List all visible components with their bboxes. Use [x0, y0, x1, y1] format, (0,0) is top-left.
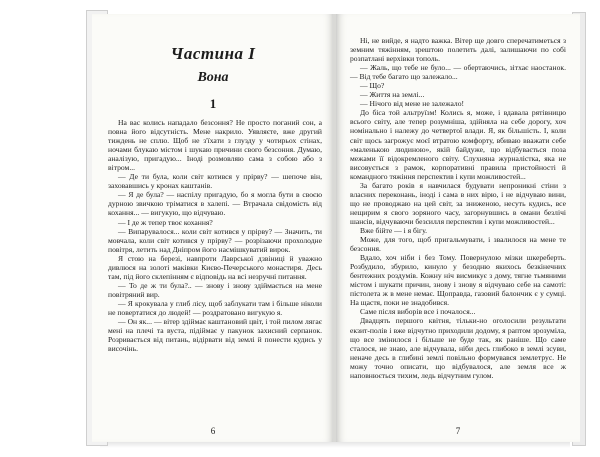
- paragraph: — То де ж ти була?.. — знову і знову здіймається на мене повітряний вир.: [108, 280, 322, 299]
- page-number-left: 6: [210, 426, 216, 436]
- section-title: Вона: [197, 70, 229, 85]
- paragraph: Саме після виборів все і почалося...: [360, 307, 476, 317]
- paragraph: Ні, не вийде, я надто важка. Вітер ще довго сперечатиметься з земним тяжінням, зрештою полетить далі, залишаючи по собі розпатлані верхівки тополь.: [350, 36, 566, 64]
- paragraph: — Де ти була, коли світ котився у прірву? — шепоче він, заховавшись у кронах каштанів.: [108, 172, 322, 191]
- paragraph: — Випарувалося... коли світ котився у прірву? — Значить, ти мовчала, коли світ котився у прірву? — розрізаючи прохолодне повітря, летить над Дніпром його насмішкуватий вирок.: [108, 226, 322, 254]
- paragraph: — Я де була? — наспілу пригадую, бо я могла бути в своєю дурною звичкою тріматися в халепі. — Втрачала свідомість від кохання... — вигукую, що відчуваю.: [108, 190, 322, 218]
- open-book: [92, 14, 578, 442]
- right-page-body: [350, 36, 566, 380]
- paragraph: До біса той альтруїзм! Колись я, може, і вдавала рятівницю всього світу, але тепер розумніша, здійняла на себе дорогу, хоч номінально і належу до четвертої влади. Я, як більшість. І, коли світ щось загрожує моєї втратою комфорту, вбиваю вважати себе «маленькою людиною», якій байдуже, що відбувається поза межами її відокремленого світу. Слухняна журналістка, яка не висовується з рамок, корпоративні правила пристойності й командного тяжіння перспектив і купи можливостей...: [350, 108, 566, 181]
- paragraph: За багато років я навчилася будувати непроникні стіни з власних переконань, іноді і сама в них вірю, і не відчуваю вини, що не проводжаю на цей світ, за зниженою, несуть кудись, все нещирим я свого зоряного часу, загорнувшись в омани безлічі шансів, відчуваючи безсилля перспектив і купи можливостей...: [350, 180, 566, 226]
- paragraph: — Нічого від мене не залежало!: [360, 99, 465, 109]
- paragraph: Вдало, хоч ніби і без Тому. Повернулою мізки шкереберть. Розбудило, збурило, кинуло у безодню якихось безкінечних бентежних роздумів. Кожну ніч висмикує з дому, тягне тьмяними містом і шукати причин, знову і знову я відчуваю себе на самоті: пістолета ж в мене немає. Щоправда, газовий балончик є у сумці. На щастя, поки не знадобився.: [350, 253, 566, 308]
- section-number: 1: [209, 96, 217, 111]
- right-page: [336, 14, 580, 442]
- page-number-right: 7: [455, 426, 461, 436]
- paragraph: Може, для того, щоб пригальмувати, і звалилося на мене те безсоння.: [350, 235, 566, 254]
- left-page-body: [108, 118, 322, 353]
- paragraph: — Жаль, що тебе не було... — обертаючись, зітхає наостанок. — Від тебе багато що залежало...: [350, 63, 566, 82]
- left-page: [92, 14, 334, 442]
- paragraph: На вас колись нападало безсоння? Не просто поганий сон, а повна його відсутність. Мене накрило. Уявляєте, вже другий тиждень не сплю. Щоб не з'їхати з глузду у чотирьох стінах, ночами блукаю містом і шукаю причини свого безсоння. Думаю, аналізую, пригадую... Іноді розмовляю сама з собою або з вітром...: [108, 118, 322, 173]
- paragraph: — Он як... — вітер здіймає каштановий цвіт, і той пилом лягає мені на плечі та вуста, підіймає у пакунок захисний серпанок. Розривається від питань, відірвати від землі й понести кудись у височінь.: [108, 317, 322, 354]
- paragraph: — Я крокувала у глиб лісу, щоб заблукати там і більше ніколи не повертатися до людей! — роздратовано вигукую я.: [108, 298, 322, 317]
- paragraph: Вже бійте — і я бігу.: [360, 225, 428, 235]
- paragraph: — Що?: [360, 81, 385, 91]
- paragraph: Я стою на березі, навпроти Лаврської дзвіниці й уважно дивлюся на золоті маківки Києво-Печерського монастиря. Десь там, під його склепінням є відповідь на всі незручні питання.: [108, 253, 322, 281]
- paragraph: — І де ж тепер твоє кохання?: [118, 217, 213, 227]
- paragraph: — Життя на землі...: [360, 90, 425, 100]
- paragraph: Двадцять першого квітня, тільки-но оголосили результати екзит-полів і вже відчутно приходили додому, я раптом зрозуміла, що все змінилося і більше не буде так, як раніше. Що саме сталося, не знаю, але відчувала, ніби десь глибоко в землі зсуви, неначе десь в глибині землі повільно формувався землетрус. Не можу точно описати, що відбувалося, але земля все ж наповнюється тихим, ледь відчутним гулом.: [350, 316, 566, 380]
- chapter-title: Частина I: [170, 44, 256, 63]
